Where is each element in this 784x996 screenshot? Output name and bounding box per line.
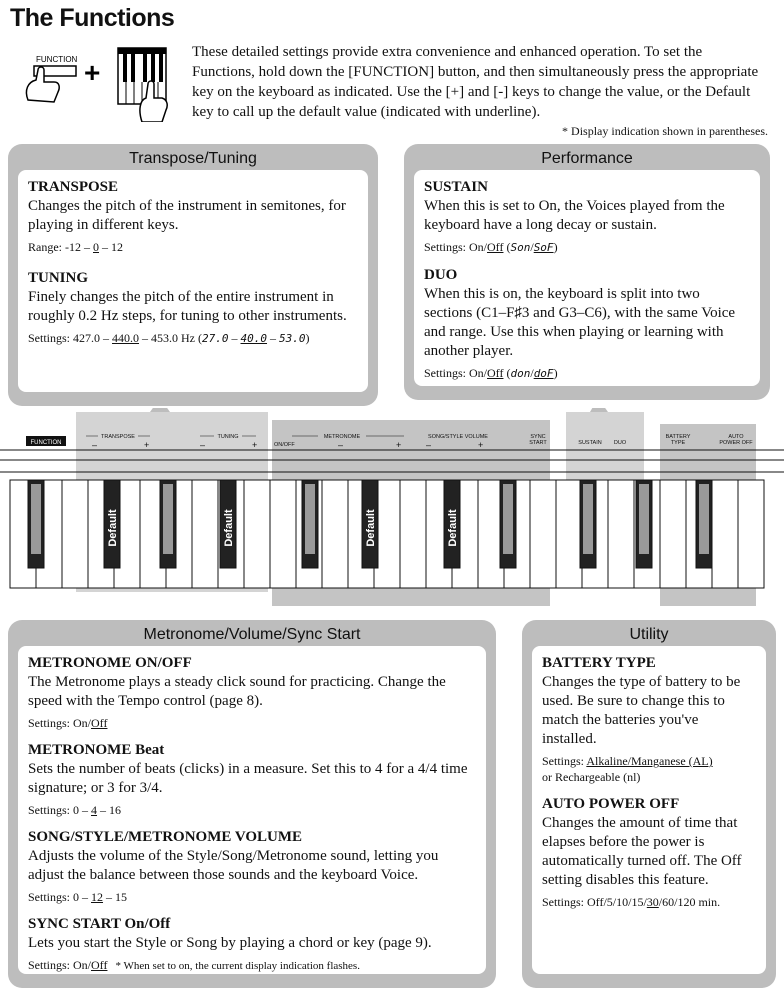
volume-minus: – bbox=[426, 440, 432, 450]
svg-text:FUNCTION: FUNCTION bbox=[30, 440, 62, 446]
transpose-title: TRANSPOSE bbox=[28, 179, 119, 195]
auto-power-off-label-1: AUTO bbox=[728, 434, 744, 440]
sustain-title: SUSTAIN bbox=[424, 179, 488, 195]
panel-header: Metronome/Volume/Sync Start bbox=[143, 626, 361, 643]
metronome-plus: + bbox=[396, 440, 402, 450]
function-plus-key-illustration bbox=[14, 44, 174, 122]
metronome-onoff-settings: Settings: On/Off bbox=[28, 716, 108, 730]
panel-header: Utility bbox=[629, 626, 669, 643]
battery-type-label-2: TYPE bbox=[670, 440, 686, 446]
metronome-onoff-title: METRONOME ON/OFF bbox=[28, 655, 192, 671]
metronome-label: METRONOME bbox=[323, 434, 361, 440]
function-button-icon bbox=[26, 55, 77, 102]
sync-start-label-2: START bbox=[529, 440, 547, 446]
panel-body bbox=[414, 170, 760, 386]
battery-type-title: BATTERY TYPE bbox=[542, 655, 656, 671]
battery-type-settings: Settings: Alkaline/Manganese (AL) or Rechargeable (nl) bbox=[542, 754, 713, 784]
duo-title: DUO bbox=[424, 267, 458, 283]
performance-panel bbox=[404, 144, 770, 400]
auto-power-off-label-2: POWER OFF bbox=[719, 440, 753, 446]
auto-power-off-settings: Settings: Off/5/10/15/30/60/120 min. bbox=[542, 895, 721, 909]
auto-power-off-desc: Changes the amount of time that elapses before the power is automatically turned off. The Off setting disables this feature. bbox=[542, 815, 742, 888]
function-icon-label: FUNCTION bbox=[36, 55, 78, 64]
volume-desc: Adjusts the volume of the Style/Song/Metronome sound, letting you adjust the balance between those sounds and the keyboard Voice. bbox=[28, 848, 439, 883]
transpose-label: TRANSPOSE bbox=[101, 434, 135, 440]
intro-paragraph: These detailed settings provide extra convenience and enhanced operation. To set the Functions, hold down the [FUNCTION] button, and then simultaneously press the appropriate key on the keyboard as indicated. Use the [+] and [-] keys to change the value, or the Default key to call up the default value (indicated with underline). bbox=[192, 44, 759, 120]
transpose-plus: + bbox=[144, 440, 150, 450]
tuning-label: TUNING bbox=[217, 434, 239, 440]
utility-panel bbox=[522, 620, 776, 988]
battery-type-desc: Changes the type of battery to be used. Be sure to change this to match the batteries you've installed. bbox=[542, 674, 741, 747]
default-key-transpose: Default bbox=[107, 509, 119, 547]
metronome-beat-title: METRONOME Beat bbox=[28, 742, 165, 758]
panel-header: Transpose/Tuning bbox=[129, 150, 257, 167]
display-note: * Display indication shown in parentheses. bbox=[562, 124, 768, 138]
auto-power-off-title: AUTO POWER OFF bbox=[542, 796, 680, 812]
metronome-onoff-desc: The Metronome plays a steady click sound for practicing. Change the speed with the Tempo control (page 8). bbox=[28, 674, 446, 709]
metronome-beat-desc: Sets the number of beats (clicks) in a measure. Set this to 4 for a 4/4 time signature; or 3 for 3/4. bbox=[28, 761, 468, 796]
default-key-metronome: Default bbox=[365, 509, 377, 547]
song-style-volume-label: SONG/STYLE VOLUME bbox=[428, 434, 488, 440]
sustain-settings: Settings: On/Off (Son/SoF) bbox=[424, 240, 558, 254]
panel-body bbox=[18, 170, 368, 392]
transpose-range: Range: -12 – 0 – 12 bbox=[28, 240, 123, 254]
sync-start-title: SYNC START On/Off bbox=[28, 916, 171, 932]
tuning-minus: – bbox=[200, 440, 206, 450]
tuning-settings: Settings: 427.0 – 440.0 – 453.0 Hz (27.0 – 40.0 – 53.0) bbox=[28, 331, 310, 345]
panel-body bbox=[532, 646, 766, 974]
metronome-beat-settings: Settings: 0 – 4 – 16 bbox=[28, 803, 122, 817]
default-key-tuning: Default bbox=[223, 509, 235, 547]
tuning-desc: Finely changes the pitch of the entire instrument in roughly 0.2 Hz steps, for tuning to other instruments. bbox=[28, 289, 347, 324]
plus-sign: + bbox=[84, 57, 101, 88]
page-title: The Functions bbox=[10, 4, 175, 32]
sustain-desc: When this is set to On, the Voices played from the keyboard have a long decay or sustain. bbox=[424, 198, 725, 233]
default-key-volume: Default bbox=[447, 509, 459, 547]
volume-title: SONG/STYLE/METRONOME VOLUME bbox=[28, 829, 303, 845]
keyboard-hand-icon bbox=[118, 48, 167, 122]
tuning-title: TUNING bbox=[28, 270, 89, 286]
sync-start-settings: Settings: On/Off * When set to on, the current display indication flashes. bbox=[28, 958, 360, 972]
sustain-label: SUSTAIN bbox=[578, 440, 602, 446]
duo-settings: Settings: On/Off (don/doF) bbox=[424, 366, 558, 380]
volume-plus: + bbox=[478, 440, 484, 450]
sync-start-desc: Lets you start the Style or Song by playing a chord or key (page 9). bbox=[28, 935, 432, 951]
transpose-minus: – bbox=[92, 440, 98, 450]
battery-type-label-1: BATTERY bbox=[665, 434, 691, 440]
sync-start-note: * When set to on, the current display indication flashes. bbox=[115, 960, 360, 972]
metronome-volume-sync-panel bbox=[8, 620, 496, 988]
tuning-plus: + bbox=[252, 440, 258, 450]
transpose-tuning-panel bbox=[8, 144, 378, 406]
panel-header: Performance bbox=[541, 150, 633, 167]
volume-settings: Settings: 0 – 12 – 15 bbox=[28, 890, 128, 904]
metronome-minus: – bbox=[338, 440, 344, 450]
transpose-desc: Changes the pitch of the instrument in semitones, for playing in different keys. bbox=[28, 198, 346, 233]
duo-desc: When this is on, the keyboard is split into two sections (C1–F♯3 and G3–C6), with the same Voice and range. Use this when playing or learning with another player. bbox=[424, 286, 736, 359]
sync-start-label-1: SYNC bbox=[530, 434, 546, 440]
on-off-label: ON/OFF bbox=[274, 442, 295, 448]
duo-label: DUO bbox=[613, 440, 627, 446]
panel-body bbox=[18, 646, 486, 974]
keyboard-diagram bbox=[0, 408, 784, 608]
